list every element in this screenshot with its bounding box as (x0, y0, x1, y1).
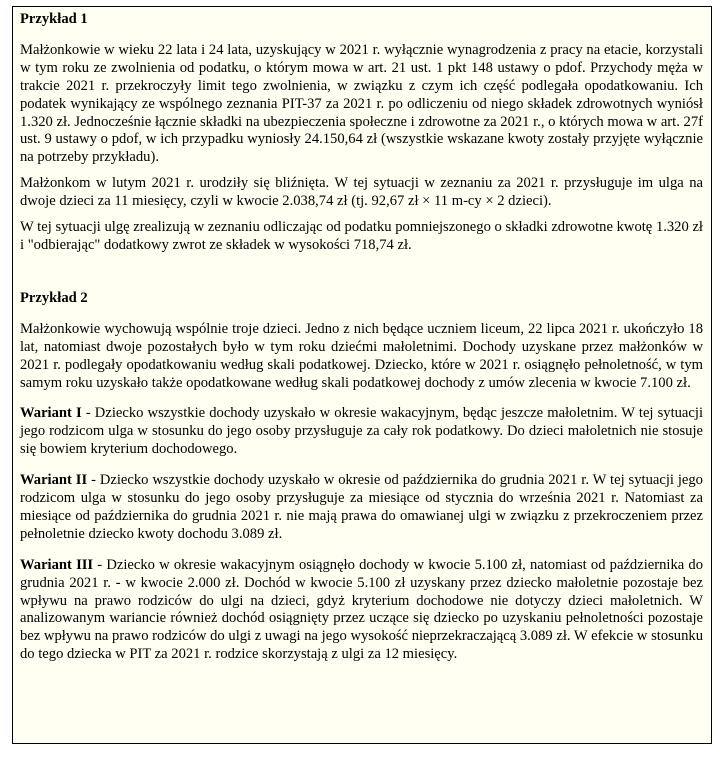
variant-2-label: Wariant II (20, 472, 88, 489)
variant-1-label: Wariant I (20, 405, 82, 422)
example-1-paragraph-2: Małżonkom w lutym 2021 r. urodziły się bliźnięta. W tej sytuacji w zeznaniu za 2021 r. przysługuje im ulga na dwoje dzieci za 11 miesięcy, czyli w kwocie 2.038,74 zł (tj. 92,67 zł × 11 m-cy × 2 dzieci). (20, 175, 703, 210)
variant-3-text: - Dziecko w okresie wakacyjnym osiągnęło dochody w kwocie 5.100 zł, natomiast od października do grudnia 2021 r. - w kwocie 2.000 zł. Dochód w kwocie 5.100 zł uzyskany przez dziecko małoletnie pozostaje bez wpływu na prawo rodziców do ulgi na dzieci, gdyż kryterium dochodowe nie dotyczy dzieci małoletnich. W analizowanym wariancie również dochód osiągnięty przez uczące się dziecko po uzyskaniu pełnoletności pozostaje bez wpływu na prawo rodziców do ulgi z uwagi na jego wysokość nieprzekraczającą 3.089 zł. W efekcie w stosunku do tego dziecka w PIT za 2021 r. rodzice skorzystają z ulgi za 12 miesięcy. (20, 556, 703, 663)
example-1-title: Przykład 1 (20, 11, 88, 27)
example-1-paragraph-1: Małżonkowie w wieku 22 lata i 24 lata, uzyskujący w 2021 r. wyłącznie wynagrodzenia z pracy na etacie, korzystali w tym roku ze zwolnienia od podatku, o którym mowa w art. 21 ust. 1 pkt 148 ustawy o pdof. Przychody męża w trakcie 2021 r. przekroczyły limit tego zwolnienia, w związku z czym ich część podlegała opodatkowaniu. Ich podatek wynikający ze wspólnego zeznania PIT-37 za 2021 r. po odliczeniu od niego składek zdrowotnych wyniósł 1.320 zł. Jednocześnie łącznie składki na ubezpieczenia społeczne i zdrowotne za 2021 r., o których mowa w art. 27f ust. 9 ustawy o pdof, w ich przypadku wyniosły 24.150,64 zł (wszystkie wskazane kwoty zostały przyjęte wyłącznie na potrzeby przykładu). (20, 41, 703, 166)
examples-box (12, 6, 712, 744)
variant-3-label: Wariant III (20, 556, 94, 573)
variant-2-text: - Dziecko wszystkie dochody uzyskało w okresie od października do grudnia 2021 r. W tej sytuacji jego rodzicom ulga w stosunku do jego osoby przysługuje za miesiące od stycznia do września 2021 r. Natomiast za miesiące od października do grudnia 2021 r. nie mają prawa do omawianej ulgi w związku z przekroczeniem przez pełnoletnie dziecko kwoty dochodu 3.089 zł. (20, 472, 703, 542)
example-2-title: Przykład 2 (20, 289, 88, 306)
variant-3-paragraph (20, 557, 703, 664)
example-2-intro: Małżonkowie wychowują wspólnie troje dzieci. Jedno z nich będące uczniem liceum, 22 lipca 2021 r. ukończyło 18 lat, natomiast dwoje pozostałych było w tym roku dziećmi małoletnimi. Dochody uzyskane przez małżonków w 2021 r. podlegały opodatkowaniu według skali podatkowej. Dziecko, które w 2021 r. osiągnęło pełnoletność, w tym samym roku uzyskało także opodatkowane według skali podatkowej dochody z umów zlecenia w kwocie 7.100 zł. (20, 320, 703, 391)
variant-1-paragraph (20, 405, 703, 459)
variant-2-paragraph (20, 472, 703, 544)
example-1-paragraph-3: W tej sytuacji ulgę zrealizują w zeznaniu odliczając od podatku pomniejszonego o składki zdrowotne kwotę 1.320 zł i "odbierając" dodatkowy zwrot ze składek w wysokości 718,74 zł. (20, 219, 703, 253)
variant-1-text: - Dziecko wszystkie dochody uzyskało w okresie wakacyjnym, będąc jeszcze małoletnim. W tej sytuacji jego rodzicom ulga w stosunku do jego osoby przysługuje za cały rok podatkowy. Do dzieci małoletnich nie stosuje się bowiem kryterium dochodowego. (20, 405, 704, 458)
